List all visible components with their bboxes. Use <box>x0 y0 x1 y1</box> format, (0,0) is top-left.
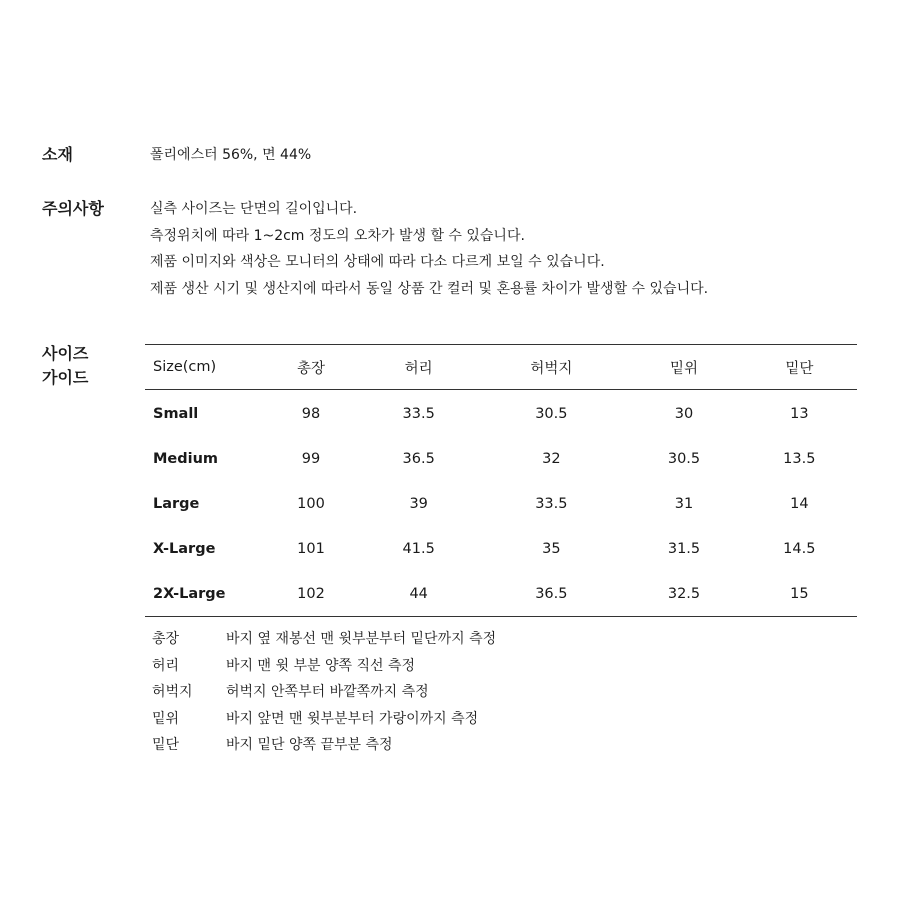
note-term: 밑위 <box>152 710 180 727</box>
table-cell: 32 <box>542 450 561 467</box>
header-thigh: 허벅지 <box>530 360 573 377</box>
material-value: 폴리에스터 56%, 면 44% <box>150 147 312 163</box>
note-item <box>152 626 496 653</box>
caution-item: 제품 이미지와 색상은 모니터의 상태에 따라 다소 다르게 보일 수 있습니다. <box>150 254 605 270</box>
table-cell: 14 <box>790 495 809 512</box>
note-desc: 바지 앞면 맨 윗부분부터 가랑이까지 측정 <box>226 710 479 727</box>
note-term: 총장 <box>152 631 180 647</box>
table-cell: 98 <box>301 405 321 422</box>
table-cell: 13.5 <box>783 450 816 467</box>
table-cell: 13 <box>790 405 809 422</box>
table-cell: 33.5 <box>402 405 435 422</box>
table-cell: 32.5 <box>667 585 701 602</box>
caution-label: 주의사항 <box>42 199 104 218</box>
header-hem: 밑단 <box>785 360 814 377</box>
table-cell: 15 <box>790 585 809 602</box>
size-table-header-row <box>145 345 857 390</box>
caution-item: 실측 사이즈는 단면의 길이입니다. <box>150 201 358 217</box>
size-table <box>145 344 857 617</box>
table-cell: 30 <box>674 405 694 422</box>
table-cell: 39 <box>409 495 428 512</box>
size-name: Medium <box>153 450 219 467</box>
header-waist: 허리 <box>404 360 433 377</box>
size-name: Large <box>153 495 200 512</box>
caution-list <box>150 196 708 302</box>
caution-item: 제품 생산 시기 및 생산지에 따라서 동일 상품 간 컬러 및 혼용률 차이가 발생할 수 있습니다. <box>150 280 709 297</box>
note-item <box>152 679 496 706</box>
note-item <box>152 732 496 759</box>
table-cell: 100 <box>297 495 325 512</box>
table-row <box>145 526 857 571</box>
size-name: 2X-Large <box>153 585 226 602</box>
table-cell: 30.5 <box>535 405 568 422</box>
header-rise: 밑위 <box>670 360 699 377</box>
table-row <box>145 571 857 617</box>
table-cell: 101 <box>297 540 325 557</box>
table-cell: 41.5 <box>402 540 435 557</box>
note-term: 허벅지 <box>152 684 193 700</box>
table-cell: 31 <box>674 495 694 512</box>
table-cell: 14.5 <box>783 540 816 557</box>
size-name: Small <box>153 405 199 422</box>
table-cell: 35 <box>542 540 561 557</box>
table-cell: 30.5 <box>667 450 701 467</box>
size-guide-label <box>42 342 88 390</box>
table-cell: 36.5 <box>402 450 435 467</box>
size-guide-label-line1: 사이즈 <box>42 344 89 363</box>
note-term: 밑단 <box>152 737 180 753</box>
measurement-notes <box>152 626 496 759</box>
size-name: X-Large <box>153 540 216 557</box>
table-cell: 31.5 <box>667 540 701 557</box>
header-total-length: 총장 <box>297 360 326 377</box>
caution-item: 측정위치에 따라 1~2cm 정도의 오차가 발생 할 수 있습니다. <box>150 227 525 244</box>
table-cell: 44 <box>409 585 428 602</box>
table-cell: 99 <box>301 450 321 467</box>
table-cell: 33.5 <box>535 495 568 512</box>
note-item <box>152 706 496 733</box>
note-desc: 바지 옆 재봉선 맨 윗부분부터 밑단까지 측정 <box>226 631 497 647</box>
header-size: Size(cm) <box>153 359 217 375</box>
size-guide-label-line2: 가이드 <box>42 368 89 387</box>
table-cell: 36.5 <box>535 585 568 602</box>
table-row <box>145 436 857 481</box>
table-row <box>145 390 857 437</box>
note-item <box>152 653 496 680</box>
note-term: 허리 <box>152 657 180 674</box>
note-desc: 허벅지 안쪽부터 바깥쪽까지 측정 <box>226 684 429 700</box>
material-label: 소재 <box>42 145 73 164</box>
table-cell: 102 <box>297 585 325 602</box>
note-desc: 바지 맨 윗 부분 양쪽 직선 측정 <box>226 657 415 674</box>
table-row <box>145 481 857 526</box>
note-desc: 바지 밑단 양쪽 끝부분 측정 <box>226 737 393 753</box>
